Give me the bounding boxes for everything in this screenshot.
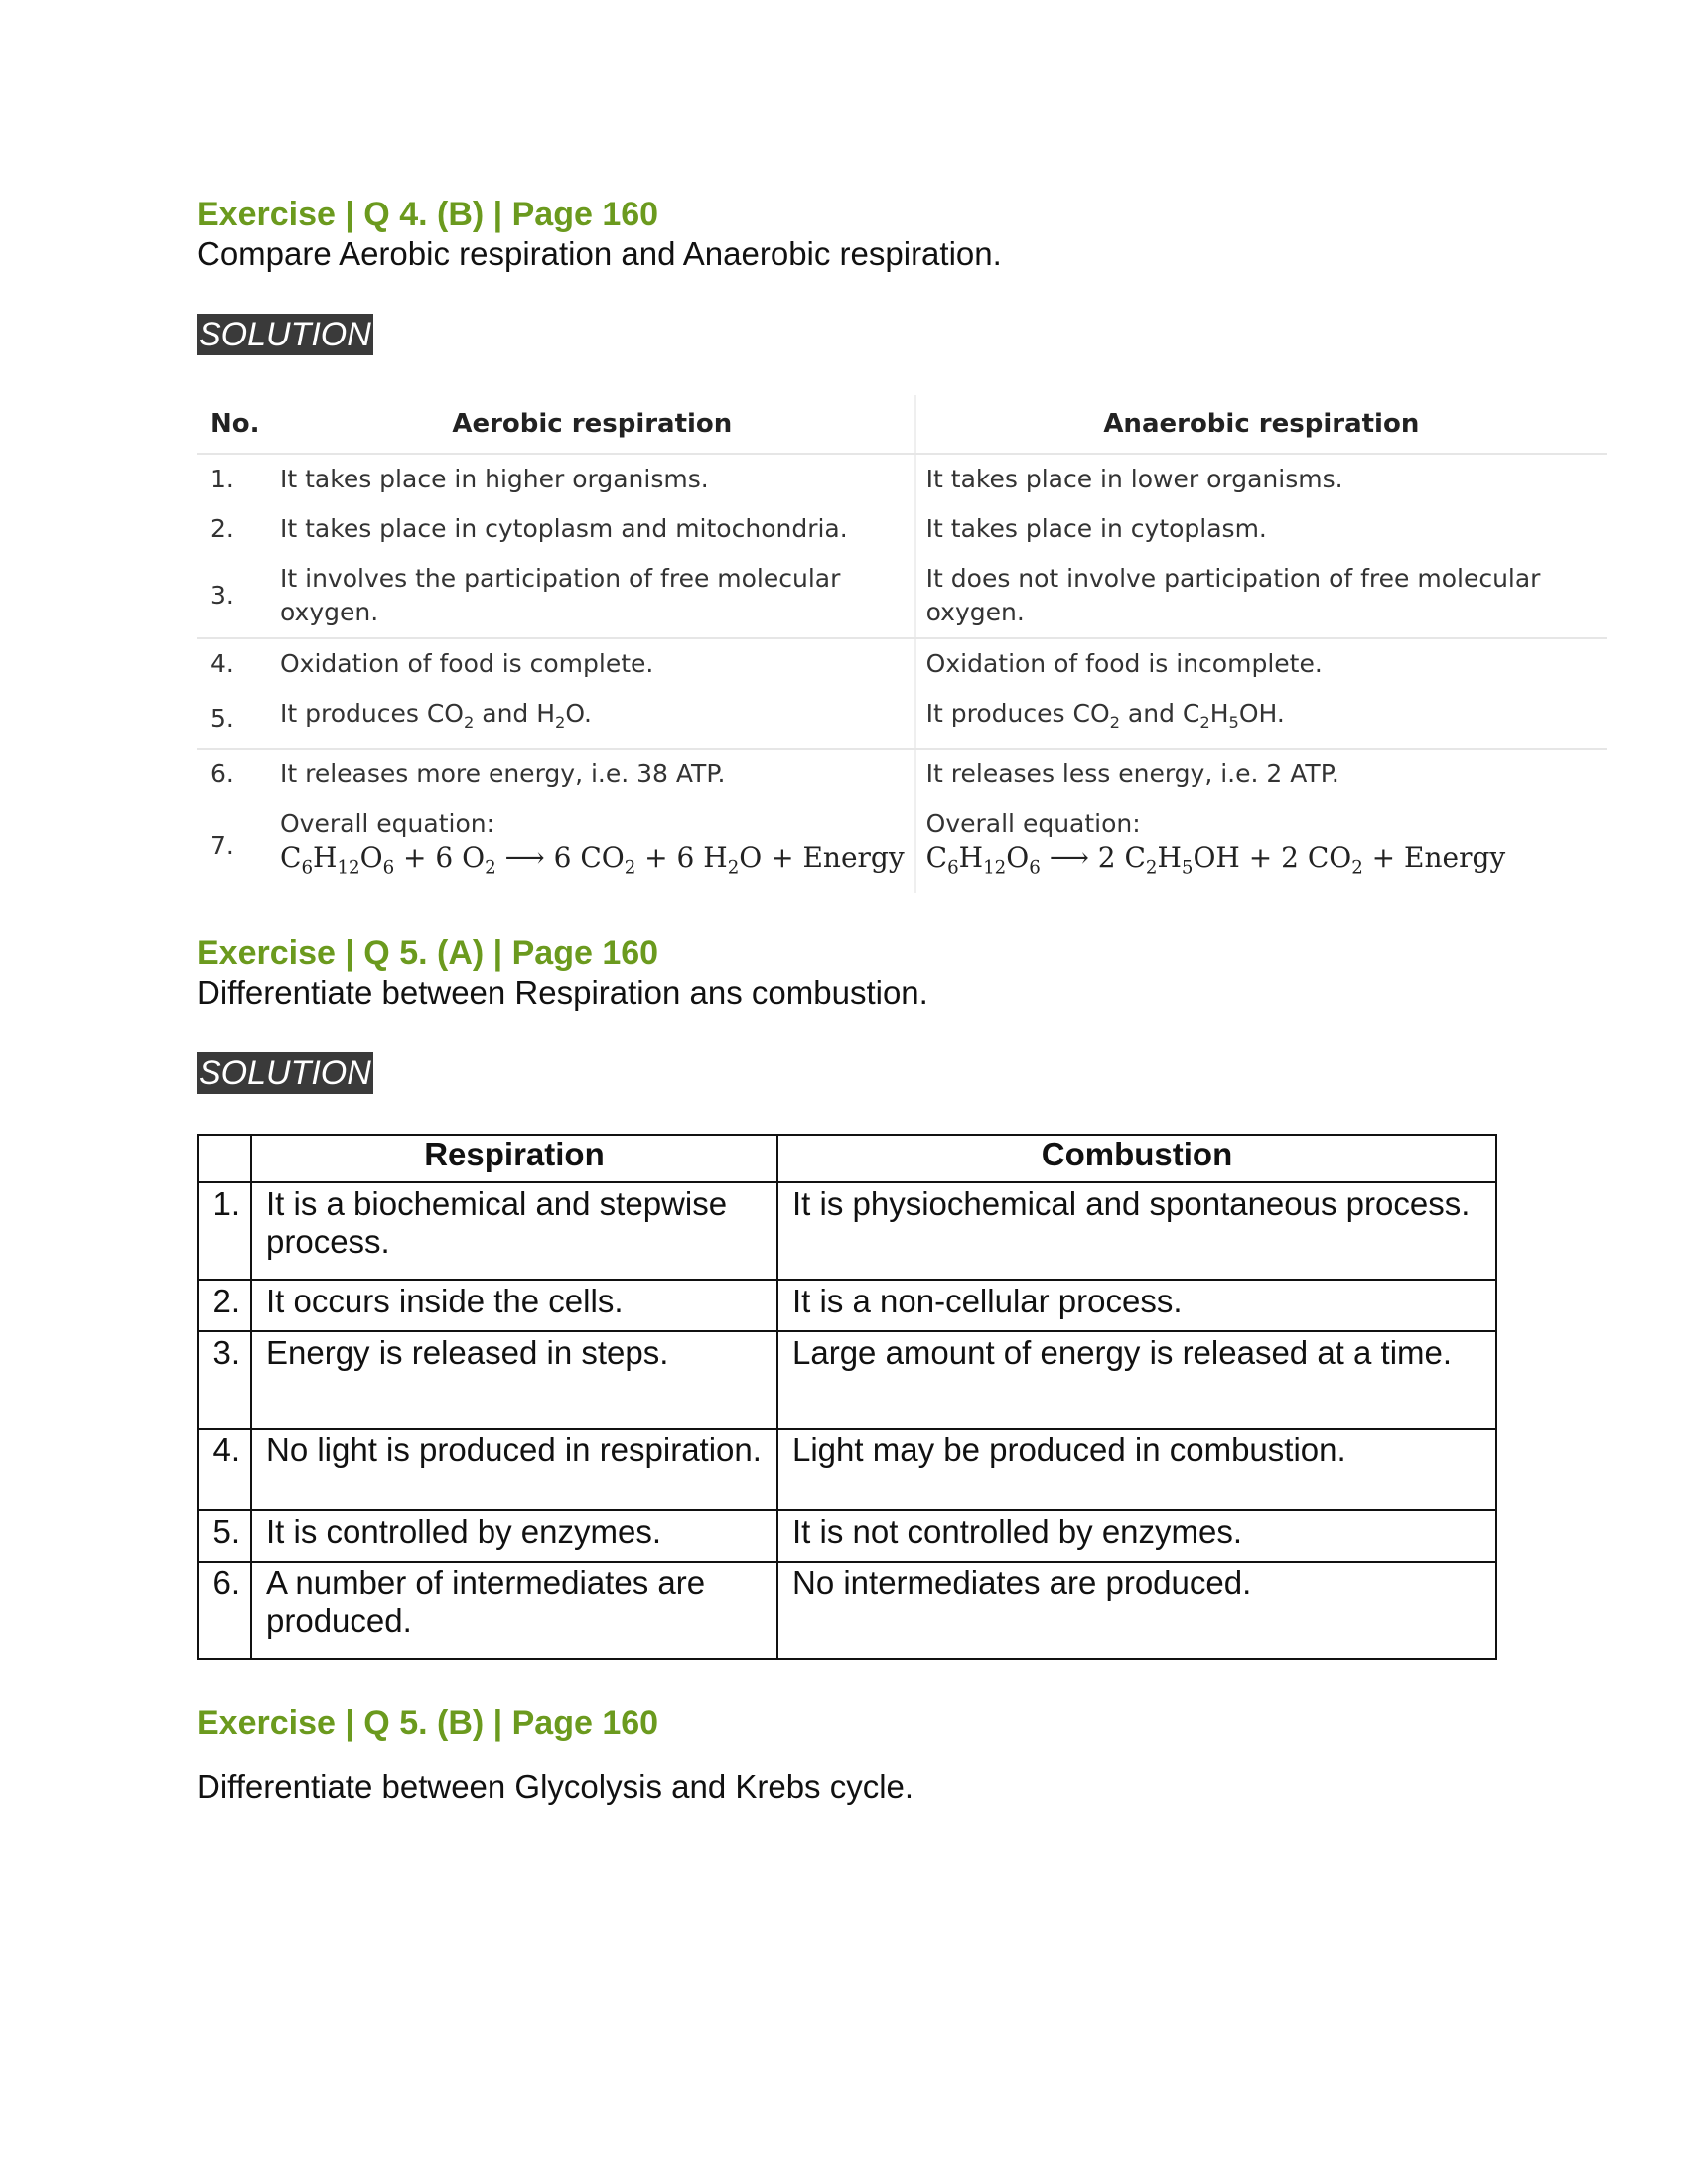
respiration-cell: No light is produced in respiration. — [251, 1429, 777, 1510]
combustion-cell: Large amount of energy is released at a time. — [777, 1331, 1496, 1429]
table-row — [197, 749, 1607, 799]
table-row — [197, 504, 1607, 554]
table-row — [197, 689, 1607, 749]
header-combustion: Combustion — [777, 1135, 1496, 1182]
row-number: 5. — [198, 1510, 251, 1562]
combustion-cell: It is physiochemical and spontaneous process. — [777, 1182, 1496, 1280]
table-row — [198, 1510, 1496, 1562]
table-row — [198, 1562, 1496, 1659]
combustion-cell: It is not controlled by enzymes. — [777, 1510, 1496, 1562]
table-row — [198, 1429, 1496, 1510]
row-number: 4. — [211, 649, 234, 678]
solution-label: SOLUTION — [199, 316, 371, 353]
row-number: 3. — [197, 554, 270, 638]
row-number: 4. — [198, 1429, 251, 1510]
respiration-cell: It occurs inside the cells. — [251, 1280, 777, 1331]
exercise-heading: Exercise | Q 4. (B) | Page 160 — [197, 196, 659, 233]
anaerobic-cell: It releases less energy, i.e. 2 ATP. — [925, 759, 1339, 788]
aerobic-equation: $C_6H_{12}O_6 + 6$ $O_2$ ⟶ 6 $CO_2 + 6$ $H_2O$ + Energy — [280, 841, 905, 879]
section-q5b — [197, 1704, 1607, 1807]
header-anaerobic: Anaerobic respiration — [915, 395, 1607, 454]
header-no — [198, 1135, 251, 1182]
question-text: Differentiate between Glycolysis and Krebs cycle. — [197, 1767, 914, 1805]
row-number: 3. — [198, 1331, 251, 1429]
exercise-heading: Exercise | Q 5. (A) | Page 160 — [197, 933, 659, 972]
row-number: 1. — [211, 465, 234, 493]
table-header-row — [197, 395, 1607, 454]
table-header-row — [198, 1135, 1496, 1182]
anaerobic-cell: It does not involve participation of free molecular oxygen. — [915, 554, 1607, 638]
respiration-cell: It is controlled by enzymes. — [251, 1510, 777, 1562]
aerobic-equation-cell — [270, 799, 915, 893]
aerobic-cell: It involves the participation of free molecular oxygen. — [270, 554, 915, 638]
anaerobic-cell: It takes place in cytoplasm. — [925, 514, 1267, 543]
table-row — [198, 1182, 1496, 1280]
anaerobic-cell: It takes place in lower organisms. — [925, 465, 1343, 493]
row-number: 1. — [198, 1182, 251, 1280]
anaerobic-cell: Oxidation of food is incomplete. — [925, 649, 1323, 678]
combustion-cell: No intermediates are produced. — [777, 1562, 1496, 1659]
question-text: Compare Aerobic respiration and Anaerobic respiration. — [197, 235, 1002, 272]
page-content — [197, 195, 1607, 1807]
anaerobic-equation: $C_6H_{12}O_6$ ⟶ 2 $C_2H_5OH + 2$ $CO_2$ + Energy — [925, 841, 1506, 879]
aerobic-cell: It takes place in higher organisms. — [270, 454, 915, 504]
table-row — [198, 1331, 1496, 1429]
respiration-cell: A number of intermediates are produced. — [251, 1562, 777, 1659]
section-q4b — [197, 195, 1607, 893]
combustion-cell: Light may be produced in combustion. — [777, 1429, 1496, 1510]
table-row — [198, 1280, 1496, 1331]
equation-label: Overall equation: — [925, 809, 1141, 838]
section-q5a — [197, 933, 1607, 1660]
row-number: 7. — [211, 831, 234, 861]
aerobic-anaerobic-table — [197, 395, 1607, 893]
table-row — [197, 454, 1607, 504]
aerobic-cell: It takes place in cytoplasm and mitochondria. — [270, 504, 915, 554]
solution-label: SOLUTION — [199, 1053, 371, 1092]
combustion-cell: It is a non-cellular process. — [777, 1280, 1496, 1331]
table-row — [197, 799, 1607, 893]
row-number: 2. — [198, 1280, 251, 1331]
header-aerobic: Aerobic respiration — [270, 395, 915, 454]
row-number: 6. — [198, 1562, 251, 1659]
aerobic-cell: It releases more energy, i.e. 38 ATP. — [270, 749, 915, 799]
header-respiration: Respiration — [251, 1135, 777, 1182]
header-no: No. — [197, 395, 270, 454]
exercise-heading: Exercise | Q 5. (B) | Page 160 — [197, 1704, 659, 1742]
respiration-cell: It is a biochemical and stepwise process. — [251, 1182, 777, 1280]
respiration-cell: Energy is released in steps. — [251, 1331, 777, 1429]
aerobic-cell: It produces $CO_2$ and $H_2O$. — [270, 689, 915, 749]
aerobic-cell: Oxidation of food is complete. — [270, 638, 915, 689]
question-text: Differentiate between Respiration ans combustion. — [197, 973, 928, 1011]
anaerobic-cell: It produces $CO_2$ and $C_2H_5OH$. — [915, 689, 1607, 749]
row-number: 2. — [211, 514, 234, 543]
equation-label: Overall equation: — [280, 809, 495, 838]
table-row — [197, 638, 1607, 689]
row-number: 5. — [197, 689, 270, 749]
table-row — [197, 554, 1607, 638]
anaerobic-equation-cell — [915, 799, 1607, 893]
row-number: 6. — [211, 759, 234, 788]
respiration-combustion-table — [197, 1134, 1497, 1660]
